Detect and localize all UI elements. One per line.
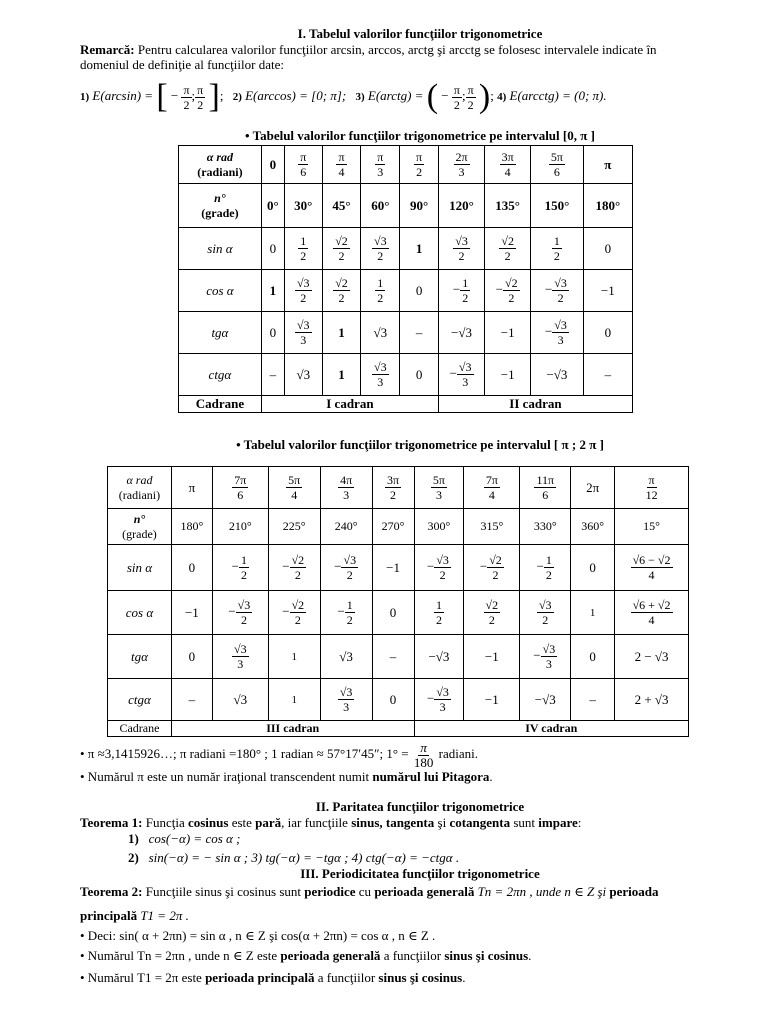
one-degree-fraction: $\frac{\pi}{180}$ <box>413 739 434 770</box>
cadrane-label: Cadrane <box>108 721 172 737</box>
table-1-row-sin: sin α 0 $\frac{1}{2}$ $\frac{√2}{2}$ $\frac{√3}{2}$ 1 $\frac{√3}{2}$ $\frac{√2}{2}$ $\frac{1}{2}$ 0 <box>179 228 633 270</box>
table-cell: $\frac{\pi}{4}$ <box>322 146 361 184</box>
table-cell: 225° <box>268 509 320 545</box>
range-2-expr: E(arccos) = [0; π]; <box>245 88 347 103</box>
cadrane-label: Cadrane <box>179 396 262 413</box>
theorem-1: Teorema 1: Funcţia cosinus este pară, iar funcţiile sinus, tangenta şi cotangenta sunt impare: <box>80 815 582 830</box>
row-label-tg: tgα <box>179 312 262 354</box>
table-2-row-rad: α rad (radiani) π $\frac{7\pi}{6}$ $\frac{5\pi}{4}$ $\frac{4\pi}{3}$ $\frac{3\pi}{2}$ $\frac{5\pi}{3}$ $\frac{7\pi}{4}$ $\frac{11\pi}{6}$ 2π $\frac{\pi}{12}$ <box>108 467 689 509</box>
table-cell: 240° <box>320 509 372 545</box>
table-cell: 0° <box>261 184 284 228</box>
table-cell: 135° <box>485 184 531 228</box>
row-label-rad: α rad (radiani) <box>179 146 262 184</box>
table-cell: 300° <box>414 509 464 545</box>
table-cell: 270° <box>372 509 414 545</box>
range-3-interval: ( − $\frac{\pi}{2}$ ; $\frac{\pi}{2}$ ) <box>426 78 491 116</box>
range-4-expr: E(arcctg) = (0; π). <box>509 88 607 103</box>
table-1-row-ctg: ctgα – √3 1 $\frac{√3}{3}$ 0 − $\frac{√3}{3}$ −1 −√3 – <box>179 354 633 396</box>
row-label-deg: n° (grade) <box>108 509 172 545</box>
range-3-expr: E(arctg) = <box>367 88 424 103</box>
table-cell: $\frac{\pi}{3}$ <box>361 146 400 184</box>
pi-note-end: radiani. <box>438 746 478 761</box>
parity-formula-2: 2) sin(−α) = − sin α ; 3) tg(−α) = −tgα ; 4) ctg(−α) = −ctgα . <box>128 850 460 865</box>
row-label-cos: cos α <box>108 591 172 635</box>
table-2-row-tg: tgα 0 $\frac{√3}{3}$ 1 √3 – −√3 −1 − $\frac{√3}{3}$ 0 2 − √3 <box>108 635 689 679</box>
table-cell: 180° <box>583 184 632 228</box>
table-cell: 30° <box>284 184 322 228</box>
table-cell: 150° <box>531 184 583 228</box>
range-1-expr: E(arcsin) = <box>92 88 154 103</box>
table-1 <box>178 145 633 413</box>
remark-label: Remarcă: <box>80 42 135 57</box>
table-cell: 180° <box>171 509 212 545</box>
table-cell: $\frac{2\pi}{3}$ <box>438 146 484 184</box>
parity-formula-1: 1) cos(−α) = cos α ; <box>128 831 241 846</box>
table-1-row-deg <box>179 184 633 228</box>
principal-period-line: • Numărul T1 = 2π este perioada principală a funcţiilor sinus şi cosinus. <box>80 970 466 985</box>
table-2-row-ctg: ctgα – √3 1 $\frac{√3}{3}$ 0 − $\frac{√3}{3}$ −1 −√3 – 2 + √3 <box>108 679 689 721</box>
range-3-index: 3) <box>355 91 365 103</box>
table-1-row-tg: tgα 0 $\frac{√3}{3}$ 1 √3 – −√3 −1 − $\frac{√3}{3}$ 0 <box>179 312 633 354</box>
table-cell: 45° <box>322 184 361 228</box>
table-cell: 330° <box>520 509 571 545</box>
table-cell: $\frac{\pi}{6}$ <box>284 146 322 184</box>
table-1-row-rad <box>179 146 633 184</box>
table-2-row-cos: cos α −1 − $\frac{√3}{2}$ − $\frac{√2}{2}$ − $\frac{1}{2}$ 0 $\frac{1}{2}$ $\frac{√2}{2}$ $\frac{√3}{2}$ 1 $\frac{√6 + √2}{4}$ <box>108 591 689 635</box>
quadrant-2: II cadran <box>438 396 632 413</box>
table-2-caption: • Tabelul valorilor funcţiilor trigonometrice pe intervalul [ π ; 2 π ] <box>236 437 604 452</box>
table-2-row-cadrane <box>108 721 689 737</box>
range-1-index: 1) <box>80 91 90 103</box>
row-label-cos: cos α <box>179 270 262 312</box>
remark-text-1: Pentru calcularea valorilor funcţiilor arcsin, arccos, arctg şi arcctg se folosesc intervalele indicate în <box>134 42 657 57</box>
table-cell: $\frac{5\pi}{6}$ <box>531 146 583 184</box>
row-label-ctg: ctgα <box>108 679 172 721</box>
table-2 <box>107 466 689 737</box>
theorem-2-line-1: Teorema 2: Funcţiile sinus şi cosinus sunt periodice cu perioada generală Tn = 2πn , unde n ∈ Z şi perioada <box>80 884 659 899</box>
table-1-caption: • Tabelul valorilor funcţiilor trigonometrice pe intervalul [0, π ] <box>245 128 595 143</box>
table-cell: 120° <box>438 184 484 228</box>
general-period-line: • Numărul Tn = 2πn , unde n ∈ Z este perioada generală a funcţiilor sinus şi cosinus. <box>80 948 532 963</box>
row-label-sin: sin α <box>108 545 172 591</box>
remark-line-2: domeniul de definiţie al funcţiilor date: <box>80 57 284 72</box>
table-cell: 60° <box>361 184 400 228</box>
table-2-row-sin: sin α 0 − $\frac{1}{2}$ − $\frac{√2}{2}$ − $\frac{√3}{2}$ −1 − $\frac{√3}{2}$ − $\frac{√2}{2}$ − $\frac{1}{2}$ 0 $\frac{√6 - √2}{4}$ <box>108 545 689 591</box>
row-label-ctg: ctgα <box>179 354 262 396</box>
table-cell: $\frac{3\pi}{4}$ <box>485 146 531 184</box>
quadrant-4: IV cadran <box>414 721 689 737</box>
row-label-sin: sin α <box>179 228 262 270</box>
remark-line-1 <box>80 42 760 58</box>
ranges-line: 1) E(arcsin) = [ − $\frac{\pi}{2}$ ; $\frac{\pi}{2}$ ]; 2) E(arccos) = [0; π]; 3) E(arctg) = ( − $\frac{\pi}{2}$ ; $\frac{\pi}{2}$ ); 4) E(arcctg) = (0; π). <box>80 78 607 116</box>
row-label-tg: tgα <box>108 635 172 679</box>
table-cell: 15° <box>615 509 689 545</box>
quadrant-1: I cadran <box>261 396 438 413</box>
table-cell: 210° <box>212 509 268 545</box>
table-cell: π <box>583 146 632 184</box>
irrational-note: • Numărul π este un număr iraţional transcendent numit numărul lui Pitagora. <box>80 769 493 784</box>
section-2-title: II. Paritatea funcţiilor trigonometrice <box>315 799 525 814</box>
pi-note-text: • π ≈3,1415926…; π radiani =180° ; 1 radian ≈ 57°17′45″; 1° = <box>80 746 409 761</box>
deci-line: • Deci: sin( α + 2πn) = sin α , n ∈ Z şi cos(α + 2πn) = cos α , n ∈ Z . <box>80 928 436 943</box>
theorem-2-line-2: principală T1 = 2π . <box>80 908 189 923</box>
table-cell: $\frac{\pi}{2}$ <box>400 146 439 184</box>
row-label-deg: n° (grade) <box>179 184 262 228</box>
table-cell: 315° <box>464 509 520 545</box>
range-1-interval: [ − $\frac{\pi}{2}$ ; $\frac{\pi}{2}$ ] <box>156 78 220 116</box>
range-2-index: 2) <box>232 91 242 103</box>
table-cell: 90° <box>400 184 439 228</box>
table-cell: 360° <box>571 509 615 545</box>
section-1-title: I. Tabelul valorilor funcţiilor trigonometrice <box>297 26 543 41</box>
table-cell: 0 <box>261 146 284 184</box>
table-1-row-cadrane <box>179 396 633 413</box>
table-2-row-deg <box>108 509 689 545</box>
row-label-rad: α rad (radiani) <box>108 467 172 509</box>
table-1-row-cos: cos α 1 $\frac{√3}{2}$ $\frac{√2}{2}$ $\frac{1}{2}$ 0 − $\frac{1}{2}$ − $\frac{√2}{2}$ − $\frac{√3}{2}$ −1 <box>179 270 633 312</box>
pi-note <box>80 738 760 770</box>
range-4-index: 4) <box>497 91 507 103</box>
section-3-title: III. Periodicitatea funcţiilor trigonometrice <box>300 866 540 881</box>
quadrant-3: III cadran <box>171 721 414 737</box>
